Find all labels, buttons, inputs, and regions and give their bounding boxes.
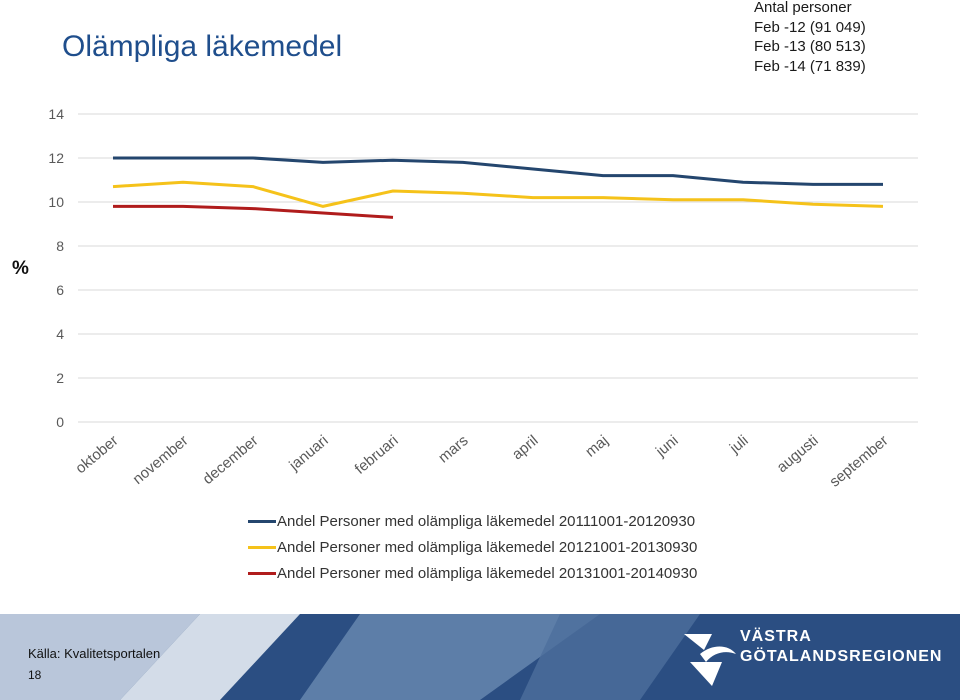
legend-label: Andel Personer med olämpliga läkemedel 20131001-20140930 [277,564,698,582]
x-tick-label: mars [435,432,472,467]
legend-item [248,508,697,534]
y-tick-label: 12 [48,150,64,166]
legend-item [248,534,697,560]
series-line [113,158,883,184]
y-axis-label: % [12,258,29,279]
logo-line-2: GÖTALANDSREGIONEN [740,648,943,665]
source-note: Källa: Kvalitetsportalen [28,646,161,661]
x-tick-label: juni [652,432,682,461]
y-tick-label: 14 [48,106,64,122]
x-tick-label: maj [582,432,612,461]
x-tick-label: februari [351,432,402,478]
x-tick-label: april [508,432,542,464]
x-tick-label: november [129,432,192,488]
y-tick-label: 8 [56,238,64,254]
y-tick-label: 10 [48,194,64,210]
legend-swatch [248,572,276,575]
y-tick-label: 4 [56,326,64,342]
count-line: Feb -13 (80 513) [754,38,866,55]
x-tick-label: augusti [773,432,822,477]
legend-swatch [248,520,276,523]
x-tick-label: juli [726,432,752,457]
legend-label: Andel Personer med olämpliga läkemedel 20121001-20130930 [277,538,698,556]
y-tick-label: 2 [56,370,64,386]
legend-swatch [248,546,276,549]
series-line [113,206,393,217]
legend-label: Andel Personer med olämpliga läkemedel 20111001-20120930 [277,512,696,530]
chart-title: Olämpliga läkemedel [62,30,343,63]
counts-heading: Antal personer [754,0,852,16]
x-tick-label: september [826,432,892,491]
count-line: Feb -14 (71 839) [754,57,866,75]
x-tick-label: december [199,432,262,488]
y-tick-label: 0 [56,414,64,430]
x-tick-label: oktober [72,432,122,478]
logo-line-1: VÄSTRA [740,628,812,645]
legend [248,508,697,586]
series-line [113,182,883,206]
y-tick-label: 6 [56,282,64,298]
count-line: Feb -12 (91 049) [754,18,866,36]
legend-item [248,560,697,586]
page-number: 18 [28,668,42,682]
x-tick-label: januari [286,432,332,475]
